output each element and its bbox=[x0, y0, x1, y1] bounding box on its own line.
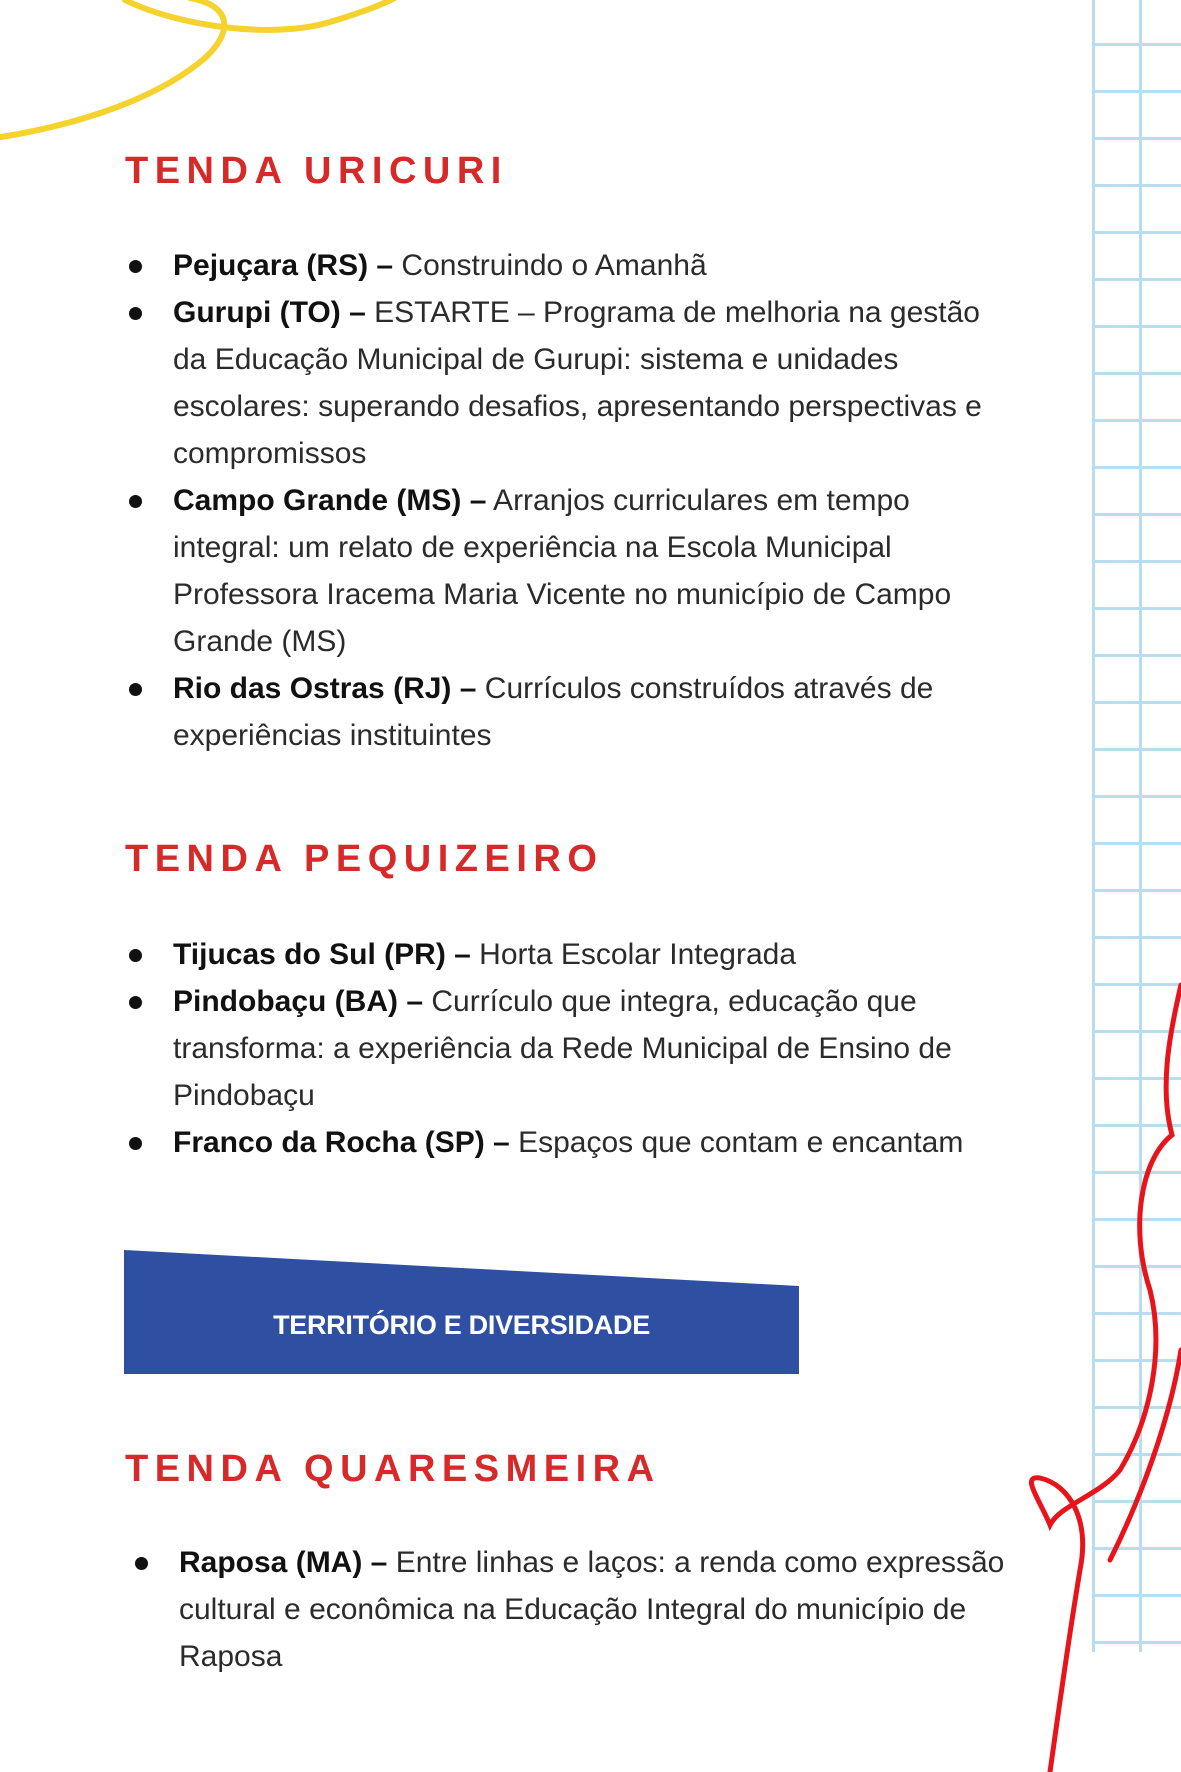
list-item bbox=[127, 665, 1007, 759]
list-item bbox=[127, 931, 1007, 978]
item-text: Construindo o Amanhã bbox=[393, 249, 707, 282]
bullet-icon bbox=[129, 683, 142, 696]
item-place: Campo Grande (MS) – bbox=[173, 484, 487, 517]
item-text: Currículos construídos através de experiências instituintes bbox=[173, 672, 934, 752]
bullet-icon bbox=[129, 1137, 142, 1150]
item-text: Espaços que contam e encantam bbox=[509, 1126, 964, 1159]
item-place: Raposa (MA) – bbox=[179, 1546, 388, 1579]
list-item bbox=[127, 978, 1007, 1119]
item-text: Currículo que integra, educação que transforma: a experiência da Rede Municipal de Ensino de Pindobaçu bbox=[173, 985, 952, 1112]
bullet-icon bbox=[129, 260, 142, 273]
item-place: Tijucas do Sul (PR) – bbox=[173, 938, 471, 971]
list-item bbox=[133, 1539, 1013, 1680]
item-place: Gurupi (TO) – bbox=[173, 296, 366, 329]
item-place: Franco da Rocha (SP) – bbox=[173, 1126, 510, 1159]
bullet-icon bbox=[135, 1557, 148, 1570]
item-place: Pindobaçu (BA) – bbox=[173, 985, 424, 1018]
item-text: ESTARTE – Programa de melhoria na gestão da Educação Municipal de Gurupi: sistema e unidades escolares: superando desafios, apresentando perspectivas e compromissos bbox=[173, 296, 982, 470]
section-title-uricuri: TENDA URICURI bbox=[125, 150, 508, 192]
item-place: Rio das Ostras (RJ) – bbox=[173, 672, 477, 705]
section-title-quaresmeira: TENDA QUARESMEIRA bbox=[125, 1448, 661, 1490]
bullet-icon bbox=[129, 996, 142, 1009]
list-uricuri bbox=[127, 242, 1007, 759]
list-item bbox=[127, 477, 1007, 665]
list-item bbox=[127, 289, 1007, 477]
item-place: Pejuçara (RS) – bbox=[173, 249, 394, 282]
list-pequizeiro bbox=[127, 931, 1007, 1166]
banner-label: TERRITÓRIO E DIVERSIDADE bbox=[273, 1310, 650, 1340]
list-item bbox=[127, 1119, 1007, 1166]
list-item bbox=[127, 242, 1007, 289]
item-text: Arranjos curriculares em tempo integral: um relato de experiência na Escola Municipal Professora Iracema Maria Vicente no município de Campo Grande (MS) bbox=[173, 484, 952, 658]
item-text: Entre linhas e laços: a renda como expressão cultural e econômica na Educação Integral do município de Raposa bbox=[179, 1546, 1005, 1673]
category-banner bbox=[124, 1250, 799, 1374]
bullet-icon bbox=[129, 307, 142, 320]
bullet-icon bbox=[129, 495, 142, 508]
bullet-icon bbox=[129, 949, 142, 962]
item-text: Horta Escolar Integrada bbox=[470, 938, 797, 971]
section-title-pequizeiro: TENDA PEQUIZEIRO bbox=[125, 838, 604, 880]
list-quaresmeira bbox=[133, 1539, 1013, 1680]
